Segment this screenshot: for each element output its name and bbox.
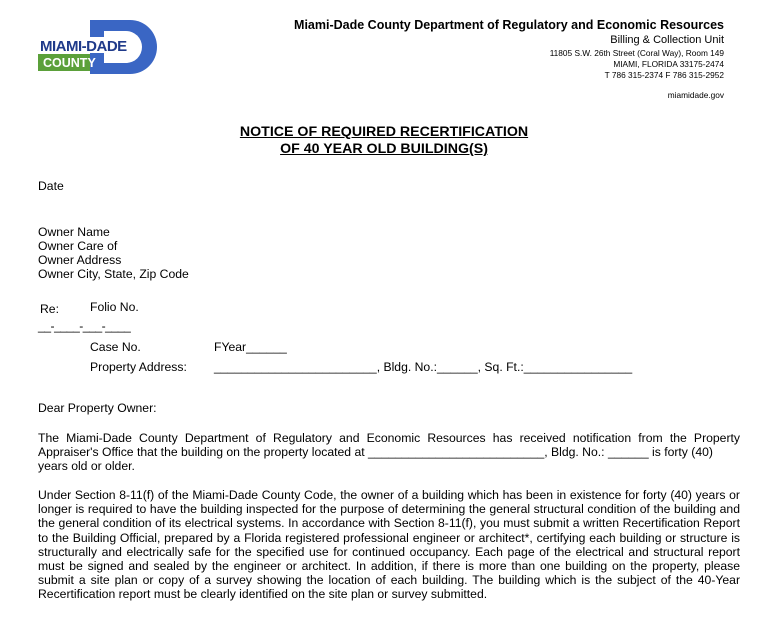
sqft-blank: ________________ <box>523 360 633 374</box>
paragraph-1-line-1: The Miami-Dade County Department of Regulatory and Economic Resources has received notification from the Property <box>38 431 740 445</box>
owner-name: Owner Name <box>38 225 110 239</box>
website: miamidade.gov <box>667 90 724 100</box>
salutation: Dear Property Owner: <box>38 401 157 415</box>
paragraph-1-line-3: years old or older. <box>38 459 135 473</box>
folio-label: Folio No. <box>90 300 139 314</box>
phone-fax: T 786 315-2374 F 786 315-2952 <box>604 70 724 80</box>
notice-title-line-1: NOTICE OF REQUIRED RECERTIFICATION <box>239 124 529 140</box>
fyear-field <box>214 340 287 355</box>
folio-number-blank: __-____-___-____ <box>38 319 131 333</box>
sqft-label: , Sq. Ft.: <box>477 360 524 374</box>
para1-bldg-label: , Bldg. No.: <box>544 445 605 459</box>
case-number-label: Case No. <box>90 340 141 354</box>
unit-name: Billing & Collection Unit <box>610 34 724 46</box>
para1-location-blank: __________________________ <box>368 445 545 459</box>
miami-dade-logo <box>38 18 158 74</box>
fyear-label: FYear <box>214 340 247 354</box>
paragraph-1-line-2 <box>38 445 713 460</box>
owner-care-of: Owner Care of <box>38 239 118 253</box>
logo-text-county: COUNTY <box>43 56 96 70</box>
re-label: Re: <box>40 302 59 316</box>
address-blank: ________________________ <box>214 360 377 374</box>
logo-text-miami-dade: MIAMI-DADE <box>40 38 127 55</box>
bldg-no-blank: ______ <box>436 360 478 374</box>
property-address-line <box>214 360 632 375</box>
para1-prefix: Appraiser's Office that the building on the property located at <box>38 445 365 459</box>
para1-suffix: is forty (40) <box>652 445 713 459</box>
date-label: Date <box>38 179 64 193</box>
fyear-blank: ______ <box>246 340 287 354</box>
paragraph-2: Under Section 8-11(f) of the Miami-Dade County Code, the owner of a building which has been in existence for forty (40) years or longer is required to have the building inspected for the purpose of determining the general structural condition of the building and the general condition of its electrical systems. In accordance with Section 8-11(f), you must submit a written Recertification Report to the Building Official, prepared by a Florida registered professional engineer or architect*, certifying each building or structure is structurally and electrically safe for the specified use for continued occupancy. Each page of the electrical and structural report must be signed and sealed by the engineer or architect. In addition, if there is more than one building on the property, please submit a site plan or copy of a survey showing the location of each building. The building which is the subject of the 40-Year Recertification report must be clearly identified on the site plan or survey submitted. <box>38 488 740 602</box>
para1-bldg-blank: ______ <box>607 445 649 459</box>
address-line-1: 11805 S.W. 26th Street (Coral Way), Room 149 <box>549 48 724 58</box>
department-name: Miami-Dade County Department of Regulatory and Economic Resources <box>294 18 724 32</box>
owner-city-state-zip: Owner City, State, Zip Code <box>38 267 189 281</box>
owner-address: Owner Address <box>38 253 122 267</box>
bldg-no-label: , Bldg. No.: <box>376 360 437 374</box>
notice-title-line-2: OF 40 YEAR OLD BUILDING(S) <box>280 141 488 157</box>
property-address-label: Property Address: <box>90 360 187 374</box>
address-line-2: MIAMI, FLORIDA 33175-2474 <box>613 59 724 69</box>
